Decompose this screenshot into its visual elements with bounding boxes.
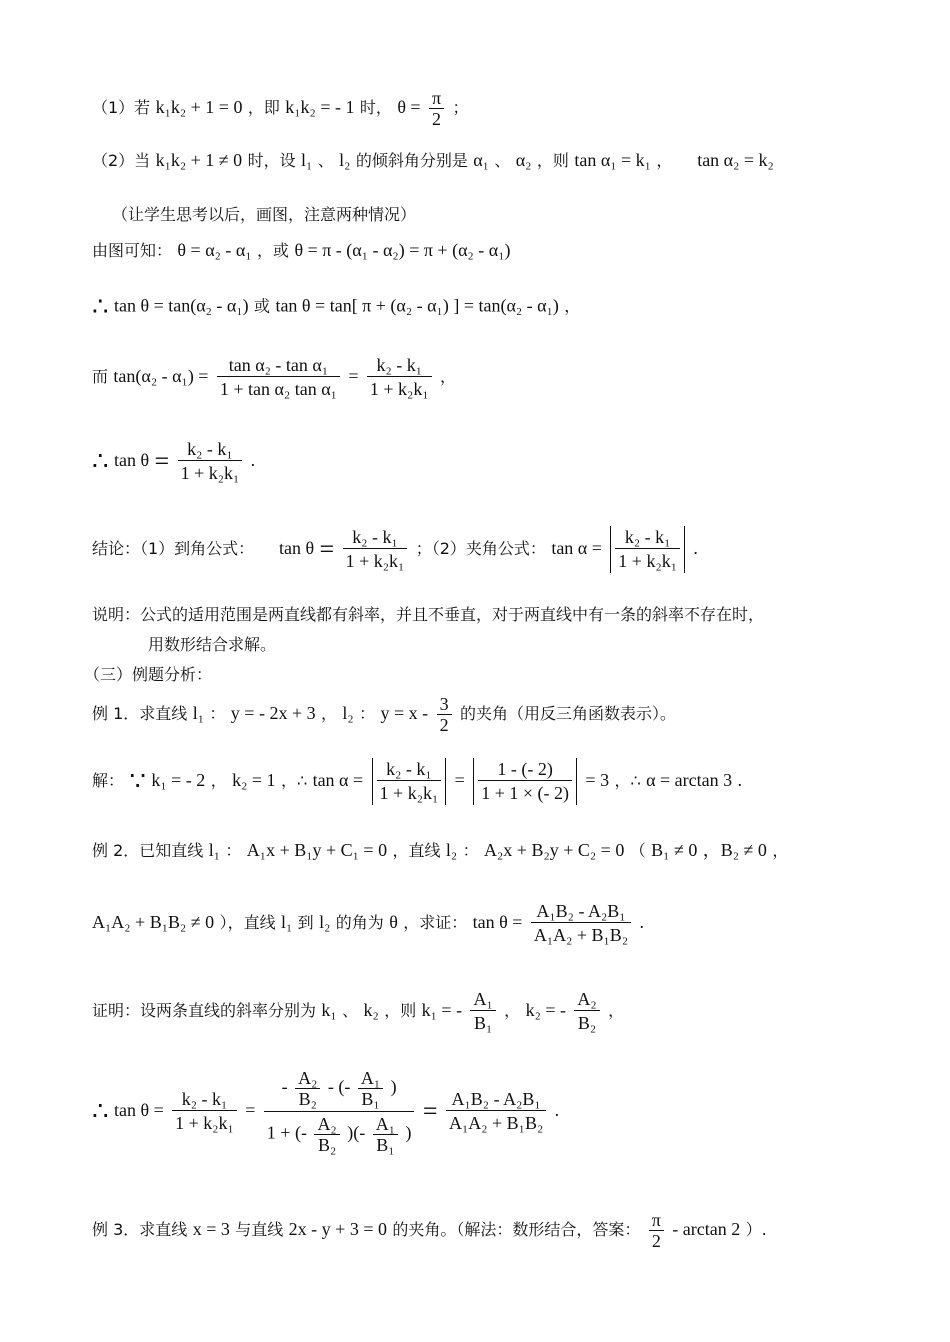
ex1-suffix: 的夹角（用反三角函数表示）。: [460, 704, 677, 723]
proof2-topB: - (-: [327, 1076, 351, 1097]
sol1-den1: 1 + k₂k₁: [377, 780, 442, 805]
ex3-prefix: 例 3．求直线: [92, 1220, 188, 1239]
therefore1-eq1: tan θ = tan(α₂ - α₁): [113, 295, 249, 316]
cond2-l2: l₂: [339, 150, 351, 170]
fig-or: ，或: [257, 241, 290, 260]
cond2-a2: α₂: [515, 150, 532, 170]
proof2-therefore: ∴: [92, 1096, 109, 1126]
proof2-den: 1 + k₂k₁: [172, 1110, 237, 1135]
cond2-comma: ，: [656, 151, 673, 170]
ex2b-lhs: tan θ =: [472, 912, 523, 932]
proof-then: ，则: [384, 1001, 417, 1020]
proof-line-1: [92, 988, 624, 1035]
because-symbol: ∵: [129, 766, 146, 796]
ex2b-close: ），直线: [219, 913, 276, 932]
proof-line-2: [92, 1068, 559, 1155]
cond2-tan2: tan α₂ = k₂: [697, 150, 774, 170]
ex2b-l2: l₂: [319, 912, 331, 932]
cond1-mid: ，即: [247, 98, 280, 117]
cond1-expr2: k₁k₂ = - 1: [285, 97, 355, 117]
sol1-result: α = arctan 3: [646, 770, 733, 790]
proof2-topA: -: [281, 1076, 288, 1097]
cond1-after: 时，: [359, 98, 392, 117]
ex1-colon: ：: [209, 704, 226, 723]
cond2-l1: l₁: [301, 150, 313, 170]
cond2-sep: 、: [317, 151, 334, 170]
proof2-slope-fraction: [172, 1088, 237, 1135]
proof2-topN1: A₂: [298, 1068, 318, 1088]
proof-d1: B₁: [470, 1010, 495, 1035]
tan-difference-fraction: [217, 354, 340, 401]
proof2-top-frac-1: [295, 1068, 320, 1109]
proof-d2: B₂: [574, 1010, 599, 1035]
ex1-l2: l₂: [342, 703, 354, 723]
ex2b-end: .: [639, 912, 644, 932]
sol1-num1: k₂ - k₁: [386, 759, 432, 779]
cond1-expr: k₁k₂ + 1 = 0: [155, 97, 243, 117]
proof2-botA: 1 + (-: [266, 1122, 307, 1143]
cond2-prefix: （2）当: [92, 151, 151, 170]
ex2b-theta: θ: [389, 912, 398, 932]
proof-k1: k₁: [321, 1000, 337, 1020]
proof2-result-fraction: [446, 1088, 546, 1135]
conclusion-num: k₂ - k₁: [352, 527, 398, 547]
therefore2-fraction: [178, 438, 243, 485]
proof-n1: A₁: [473, 989, 493, 1009]
while-num2: k₂ - k₁: [376, 355, 423, 375]
proof-sep: 、: [342, 1001, 359, 1020]
proof2-topD2: B₁: [358, 1088, 383, 1109]
ex2-mid: ，直线: [392, 841, 441, 860]
cond2-t1: 时，设: [247, 151, 296, 170]
therefore2-end: .: [250, 450, 256, 470]
while-end: ，: [440, 367, 457, 386]
cond2-t2: 的倾斜角分别是: [355, 151, 468, 170]
proof2-botD1: B₂: [314, 1134, 339, 1155]
proof-k2eq: k₂ = -: [525, 1000, 566, 1020]
proof2-botC: ): [405, 1122, 412, 1143]
ex3-suffix: 的夹角。（解法：数形结合，答案：: [392, 1220, 641, 1239]
sol1-den2: 1 + 1 × (- 2): [478, 780, 572, 805]
therefore2-lhs: tan θ: [113, 450, 150, 470]
conclusion: [92, 526, 698, 573]
pi: π: [432, 88, 442, 108]
sol1-therefore2: ，∴: [614, 771, 641, 790]
ex1-eq1: y = - 2x + 3: [230, 703, 316, 723]
ex2-eq2: A₂x + B₂y + C₂ = 0: [484, 840, 625, 860]
example-2: [92, 836, 788, 862]
three-halves: [437, 694, 452, 735]
ex2b-num: A₁B₂ - A₂B₁: [536, 901, 626, 921]
conclusion-lhs1: tan θ: [279, 538, 315, 558]
ex1-colon2: ：: [359, 704, 376, 723]
absolute-value: [610, 526, 685, 573]
ex1-comma: ，: [321, 704, 338, 723]
ex2-c2: ，B₂ ≠ 0: [702, 840, 767, 860]
conclusion-den: 1 + k₂k₁: [343, 548, 408, 573]
sol1-therefore: ，∴: [280, 771, 308, 790]
ex1-eq2: y = x -: [380, 703, 429, 723]
conclusion-lhs2: tan α =: [551, 538, 602, 558]
proof2-eq2: =: [422, 1096, 438, 1126]
cond2-t3: ，则: [536, 151, 569, 170]
to-angle-fraction: [343, 526, 408, 573]
ex2b-prove: ，求证：: [403, 913, 468, 932]
condition-2: [92, 148, 774, 171]
proof2-botN2: A₁: [375, 1114, 395, 1134]
pi-over-2: [429, 88, 444, 129]
ex2-prefix: 例 2．已知直线: [92, 841, 204, 860]
ex2-colon2: ：: [462, 841, 479, 860]
while-den2: 1 + k₂k₁: [367, 376, 432, 401]
ex2b-den: A₁A₂ + B₁B₂: [531, 922, 631, 947]
therefore-symbol: ∴: [92, 292, 109, 321]
proof2-bot-frac-1: [314, 1114, 339, 1155]
cond1-end: ；: [452, 98, 469, 117]
cond2-expr: k₁k₂ + 1 ≠ 0: [155, 150, 243, 170]
sol1-tan: tan α =: [312, 770, 364, 790]
cond2-a1: α₁: [473, 150, 489, 170]
ex2-c1: B₁ ≠ 0: [651, 840, 698, 860]
ex1-prefix: 例 1．求直线: [92, 704, 188, 723]
conclusion-end: .: [693, 538, 698, 558]
two: 2: [429, 108, 444, 129]
proof2-end: .: [554, 1100, 560, 1120]
ex1-den: 2: [437, 714, 452, 735]
while-num1: tan α₂ - tan α₁: [228, 355, 329, 375]
ex2-colon: ：: [225, 841, 242, 860]
while-line: [92, 354, 456, 401]
proof-n2: A₂: [577, 989, 597, 1009]
conclusion-abs-num: k₂ - k₁: [624, 527, 671, 547]
sol1-eq: =: [454, 770, 465, 790]
proof2-topN2: A₁: [360, 1068, 381, 1088]
example-2-continued: [92, 900, 644, 947]
proof-comma: ，: [504, 1001, 521, 1020]
ex2b-to: 到: [297, 913, 314, 932]
therefore2-den: 1 + k₂k₁: [178, 460, 243, 485]
proof-prefix: 证明：设两条直线的斜率分别为: [92, 1001, 317, 1020]
therefore-line-2: [92, 438, 255, 485]
conclusion-prefix: 结论：（1）到角公式：: [92, 539, 255, 558]
proof2-bot-frac-2: [373, 1114, 398, 1155]
ex3-eq1: x = 3: [192, 1219, 230, 1239]
cond1-prefix: （1）若: [92, 98, 151, 117]
fig-prefix: 由图可知：: [92, 241, 173, 260]
proof2-topD1: B₂: [295, 1088, 320, 1109]
proof2-complex-fraction: [264, 1068, 415, 1155]
ex2b-angle: 的角为: [335, 913, 384, 932]
proof2-botB: )(-: [347, 1122, 366, 1143]
cond2-sep2: 、: [494, 151, 511, 170]
example-1: [92, 694, 676, 735]
cond2-tan1: tan α₁ = k₁: [574, 150, 651, 170]
sol1-k2: k₂ = 1: [232, 770, 276, 790]
teacher-note: （让学生思考以后，画图，注意两种情况）: [112, 205, 417, 224]
ex3-eq2: 2x - y + 3 = 0: [288, 1219, 387, 1239]
solution-1: [92, 758, 742, 805]
remark-line-1: 说明：公式的适用范围是两直线都有斜率，并且不垂直，对于两直线中有一条的斜率不存在时，: [92, 605, 765, 624]
sol1-eq3: = 3: [585, 770, 610, 790]
ex3-ans: - arctan 2: [672, 1219, 741, 1239]
while-den1: 1 + tan α₂ tan α₁: [217, 376, 340, 401]
therefore-line-1: [92, 292, 580, 322]
proof2-topC: ): [390, 1076, 397, 1097]
proof-frac-1: [470, 988, 495, 1035]
sol1-prefix: 解：: [92, 771, 125, 790]
ex1-num: 3: [439, 694, 449, 714]
section-heading: （三）例题分析：: [84, 665, 213, 684]
sol1-end: .: [737, 770, 743, 790]
slope-fraction: [367, 354, 432, 401]
proof2-top-frac-2: [358, 1068, 383, 1109]
proof2-num: k₂ - k₁: [181, 1089, 228, 1109]
remark-line-2: 用数形结合求解。: [148, 635, 277, 654]
while-lhs: tan(α₂ - α₁) =: [113, 366, 209, 386]
conclusion-mid: ；（2）夹角公式：: [415, 539, 546, 558]
ex2-comma: ，: [772, 841, 789, 860]
while-prefix: 而: [92, 367, 109, 386]
ex2b-c3: A₁A₂ + B₁B₂ ≠ 0: [92, 912, 215, 932]
therefore1-eq2: tan θ = tan[ π + (α₂ - α₁) ] = tan(α₂ - α₁): [275, 295, 559, 316]
sol1-abs-2: [473, 758, 577, 805]
ex3-end: ）.: [745, 1220, 767, 1239]
therefore2-eq: =: [154, 446, 170, 476]
proof-k2: k₂: [363, 1000, 379, 1020]
ex1-l1: l₁: [192, 703, 204, 723]
ex3-two: 2: [649, 1230, 664, 1251]
ex2b-fraction: [531, 900, 631, 947]
condition-1: [92, 88, 469, 129]
cond1-theta: θ =: [397, 97, 421, 117]
sol1-abs-1: [372, 758, 447, 805]
example-3: [92, 1210, 767, 1251]
ex2-l1: l₁: [208, 840, 220, 860]
fig-eq2: θ = π - (α₁ - α₂) = π + (α₂ - α₁): [294, 240, 511, 260]
ex3-pi: π: [651, 1210, 661, 1230]
proof-end: ，: [608, 1001, 625, 1020]
proof2-lhs: tan θ =: [113, 1100, 164, 1120]
proof2-botN1: A₂: [317, 1114, 337, 1134]
figure-relation: [92, 238, 510, 261]
ex2-cond: （: [629, 841, 646, 860]
conclusion-abs-den: 1 + k₂k₁: [615, 548, 680, 573]
while-eq: =: [348, 366, 359, 386]
ex3-mid: 与直线: [235, 1220, 284, 1239]
proof2-botD2: B₁: [373, 1134, 398, 1155]
proof2-rden: A₁A₂ + B₁B₂: [446, 1110, 546, 1135]
therefore1-or: 或: [254, 296, 271, 316]
ex2b-l1: l₁: [280, 912, 293, 932]
ex3-pi-over-2: [649, 1210, 664, 1251]
fig-eq1: θ = α₂ - α₁: [177, 240, 252, 260]
proof2-rnum: A₁B₂ - A₂B₁: [451, 1089, 541, 1109]
sol1-num2: 1 - (- 2): [497, 759, 553, 779]
proof2-eq: =: [245, 1100, 256, 1120]
proof-k1eq: k₁ = -: [421, 1000, 463, 1020]
sol1-k1: k₁ = - 2: [151, 770, 206, 790]
proof-frac-2: [574, 988, 599, 1035]
conclusion-eq: =: [319, 534, 335, 564]
ex2-eq1: A₁x + B₁y + C₁ = 0: [246, 840, 388, 860]
ex2-l2: l₂: [445, 840, 458, 860]
therefore1-end: ，: [564, 296, 581, 316]
therefore2-num: k₂ - k₁: [187, 439, 233, 459]
sol1-comma: ，: [210, 771, 227, 790]
therefore-symbol-2: ∴: [92, 446, 109, 476]
